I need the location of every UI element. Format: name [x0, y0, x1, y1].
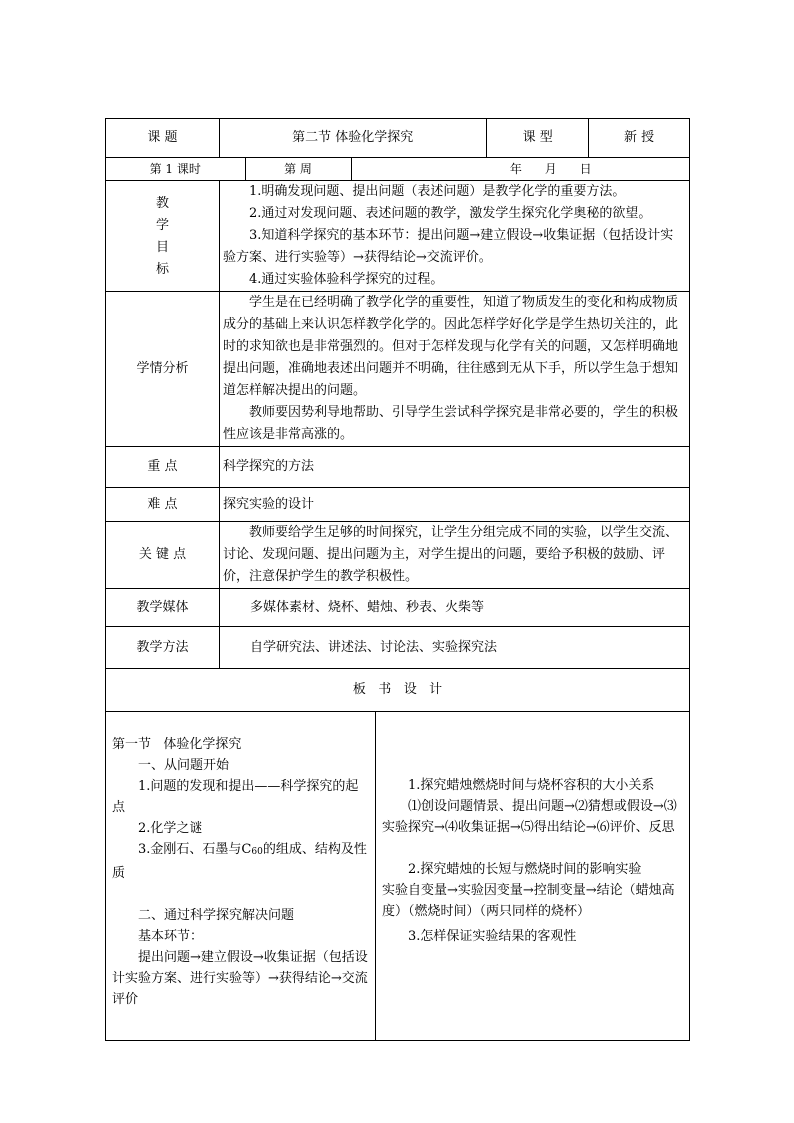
- board-steps: 提出问题→建立假设→收集证据（包括设计实验方案、进行实验等）→获得结论→交流评价: [112, 950, 368, 1007]
- lesson-plan-table: [105, 118, 690, 1041]
- methods-value: 自学研究法、讲述法、讨论法、实验探究法: [220, 627, 690, 669]
- board-section-1: 一、从问题开始: [138, 758, 230, 773]
- topic-value: 第二节 体验化学探究: [220, 119, 486, 157]
- difficulty-label: 难 点: [106, 488, 220, 522]
- board-left: [106, 712, 376, 1041]
- board-right-steps: ⑴创设问题情景、提出问题→⑵猜想或假设→⑶实验探究→⑷收集证据→⑸得出结论→⑹评价、反思: [382, 799, 677, 835]
- media-value: 多媒体素材、烧杯、蜡烛、秒表、火柴等: [220, 589, 690, 627]
- objective-item: 3.知道科学探究的基本环节：提出问题→建立假设→收集证据（包括设计实验方案、进行实验等）→获得结论→交流评价。: [223, 228, 674, 265]
- topic-label: 课 题: [106, 119, 220, 158]
- analysis-paragraph: 教师要因势利导地帮助、引导学生尝试科学探究是非常必要的，学生的积极性应该是非常高涨的。: [223, 405, 679, 442]
- board-title: 板 书 设 计: [106, 669, 690, 712]
- objectives-content: [220, 181, 690, 292]
- difficulty-value: 探究实验的设计: [220, 488, 690, 522]
- methods-label: 教学方法: [106, 627, 220, 669]
- lesson-number: 第 1 课时: [106, 158, 245, 180]
- board-item: 3.金刚石、石墨与C60的组成、结构及性质: [112, 842, 367, 881]
- type-label: 课 型: [522, 130, 553, 145]
- crux-label: 关 键 点: [106, 522, 220, 589]
- board-basic-label: 基本环节：: [138, 929, 204, 944]
- board-right: [376, 712, 690, 1041]
- type-value: 新 授: [589, 119, 690, 158]
- crux-value: 教师要给学生足够的时间探究，让学生分组完成不同的实验，以学生交流、讨论、发现问题、提出问题为主，对学生提出的问题，要给予积极的鼓励、评价，注意保护学生的教学积极性。: [220, 522, 690, 589]
- analysis-content: [220, 292, 690, 447]
- board-content-row: [106, 712, 690, 1041]
- board-right-variables: 实验自变量→实验因变量→控制变量→结论（蜡烛高度）（燃烧时间）（两只同样的烧杯）: [382, 883, 675, 919]
- media-row: [106, 589, 690, 627]
- board-right-item: 2.探究蜡烛的长短与燃烧时间的影响实验: [408, 862, 642, 877]
- board-section-2: 二、通过科学探究解决问题: [138, 908, 295, 923]
- objective-item: 2.通过对发现问题、表述问题的教学，激发学生探究化学奥秘的欲望。: [249, 206, 652, 221]
- date-field: 年 月 日: [509, 162, 592, 176]
- difficulty-row: [106, 488, 690, 522]
- objectives-label: 教 学 目 标: [106, 181, 220, 292]
- media-label: 教学媒体: [106, 589, 220, 627]
- analysis-paragraph: 学生是在已经明确了教学化学的重要性，知道了物质发生的变化和构成物质成分的基础上来认识怎样教学化学的。因此怎样学好化学是学生热切关注的，此时的求知欲也是非常强烈的。但对于怎样发现与化学有关的问题，又怎样明确地提出问题，准确地表述出问题并不明确，往往感到无从下手，所以学生急于想知道怎样解决提出的问题。: [223, 295, 679, 398]
- objective-item: 1.明确发现问题、提出问题（表述问题）是教学化学的重要方法。: [249, 184, 626, 199]
- board-right-item: 3.怎样保证实验结果的客观性: [408, 929, 577, 944]
- board-right-item: 1.探究蜡烛燃烧时间与烧杯容积的大小关系: [408, 778, 655, 793]
- board-left-title: 第一节 体验化学探究: [112, 737, 242, 752]
- analysis-row: [106, 292, 690, 447]
- objectives-row: [106, 181, 690, 292]
- key-points-label: 重 点: [106, 447, 220, 488]
- topic-row: [106, 119, 690, 158]
- board-item: 1.问题的发现和提出——科学探究的起点: [112, 779, 359, 815]
- board-item: 2.化学之谜: [138, 821, 203, 836]
- key-points-row: [106, 447, 690, 488]
- week-number: 第 周: [245, 158, 351, 180]
- key-points-value: 科学探究的方法: [220, 447, 690, 488]
- objective-item: 4.通过实验体验科学探究的过程。: [249, 272, 444, 287]
- analysis-label: 学情分析: [106, 292, 220, 447]
- crux-row: [106, 522, 690, 589]
- week-row: [106, 158, 690, 181]
- board-title-row: [106, 669, 690, 712]
- methods-row: [106, 627, 690, 669]
